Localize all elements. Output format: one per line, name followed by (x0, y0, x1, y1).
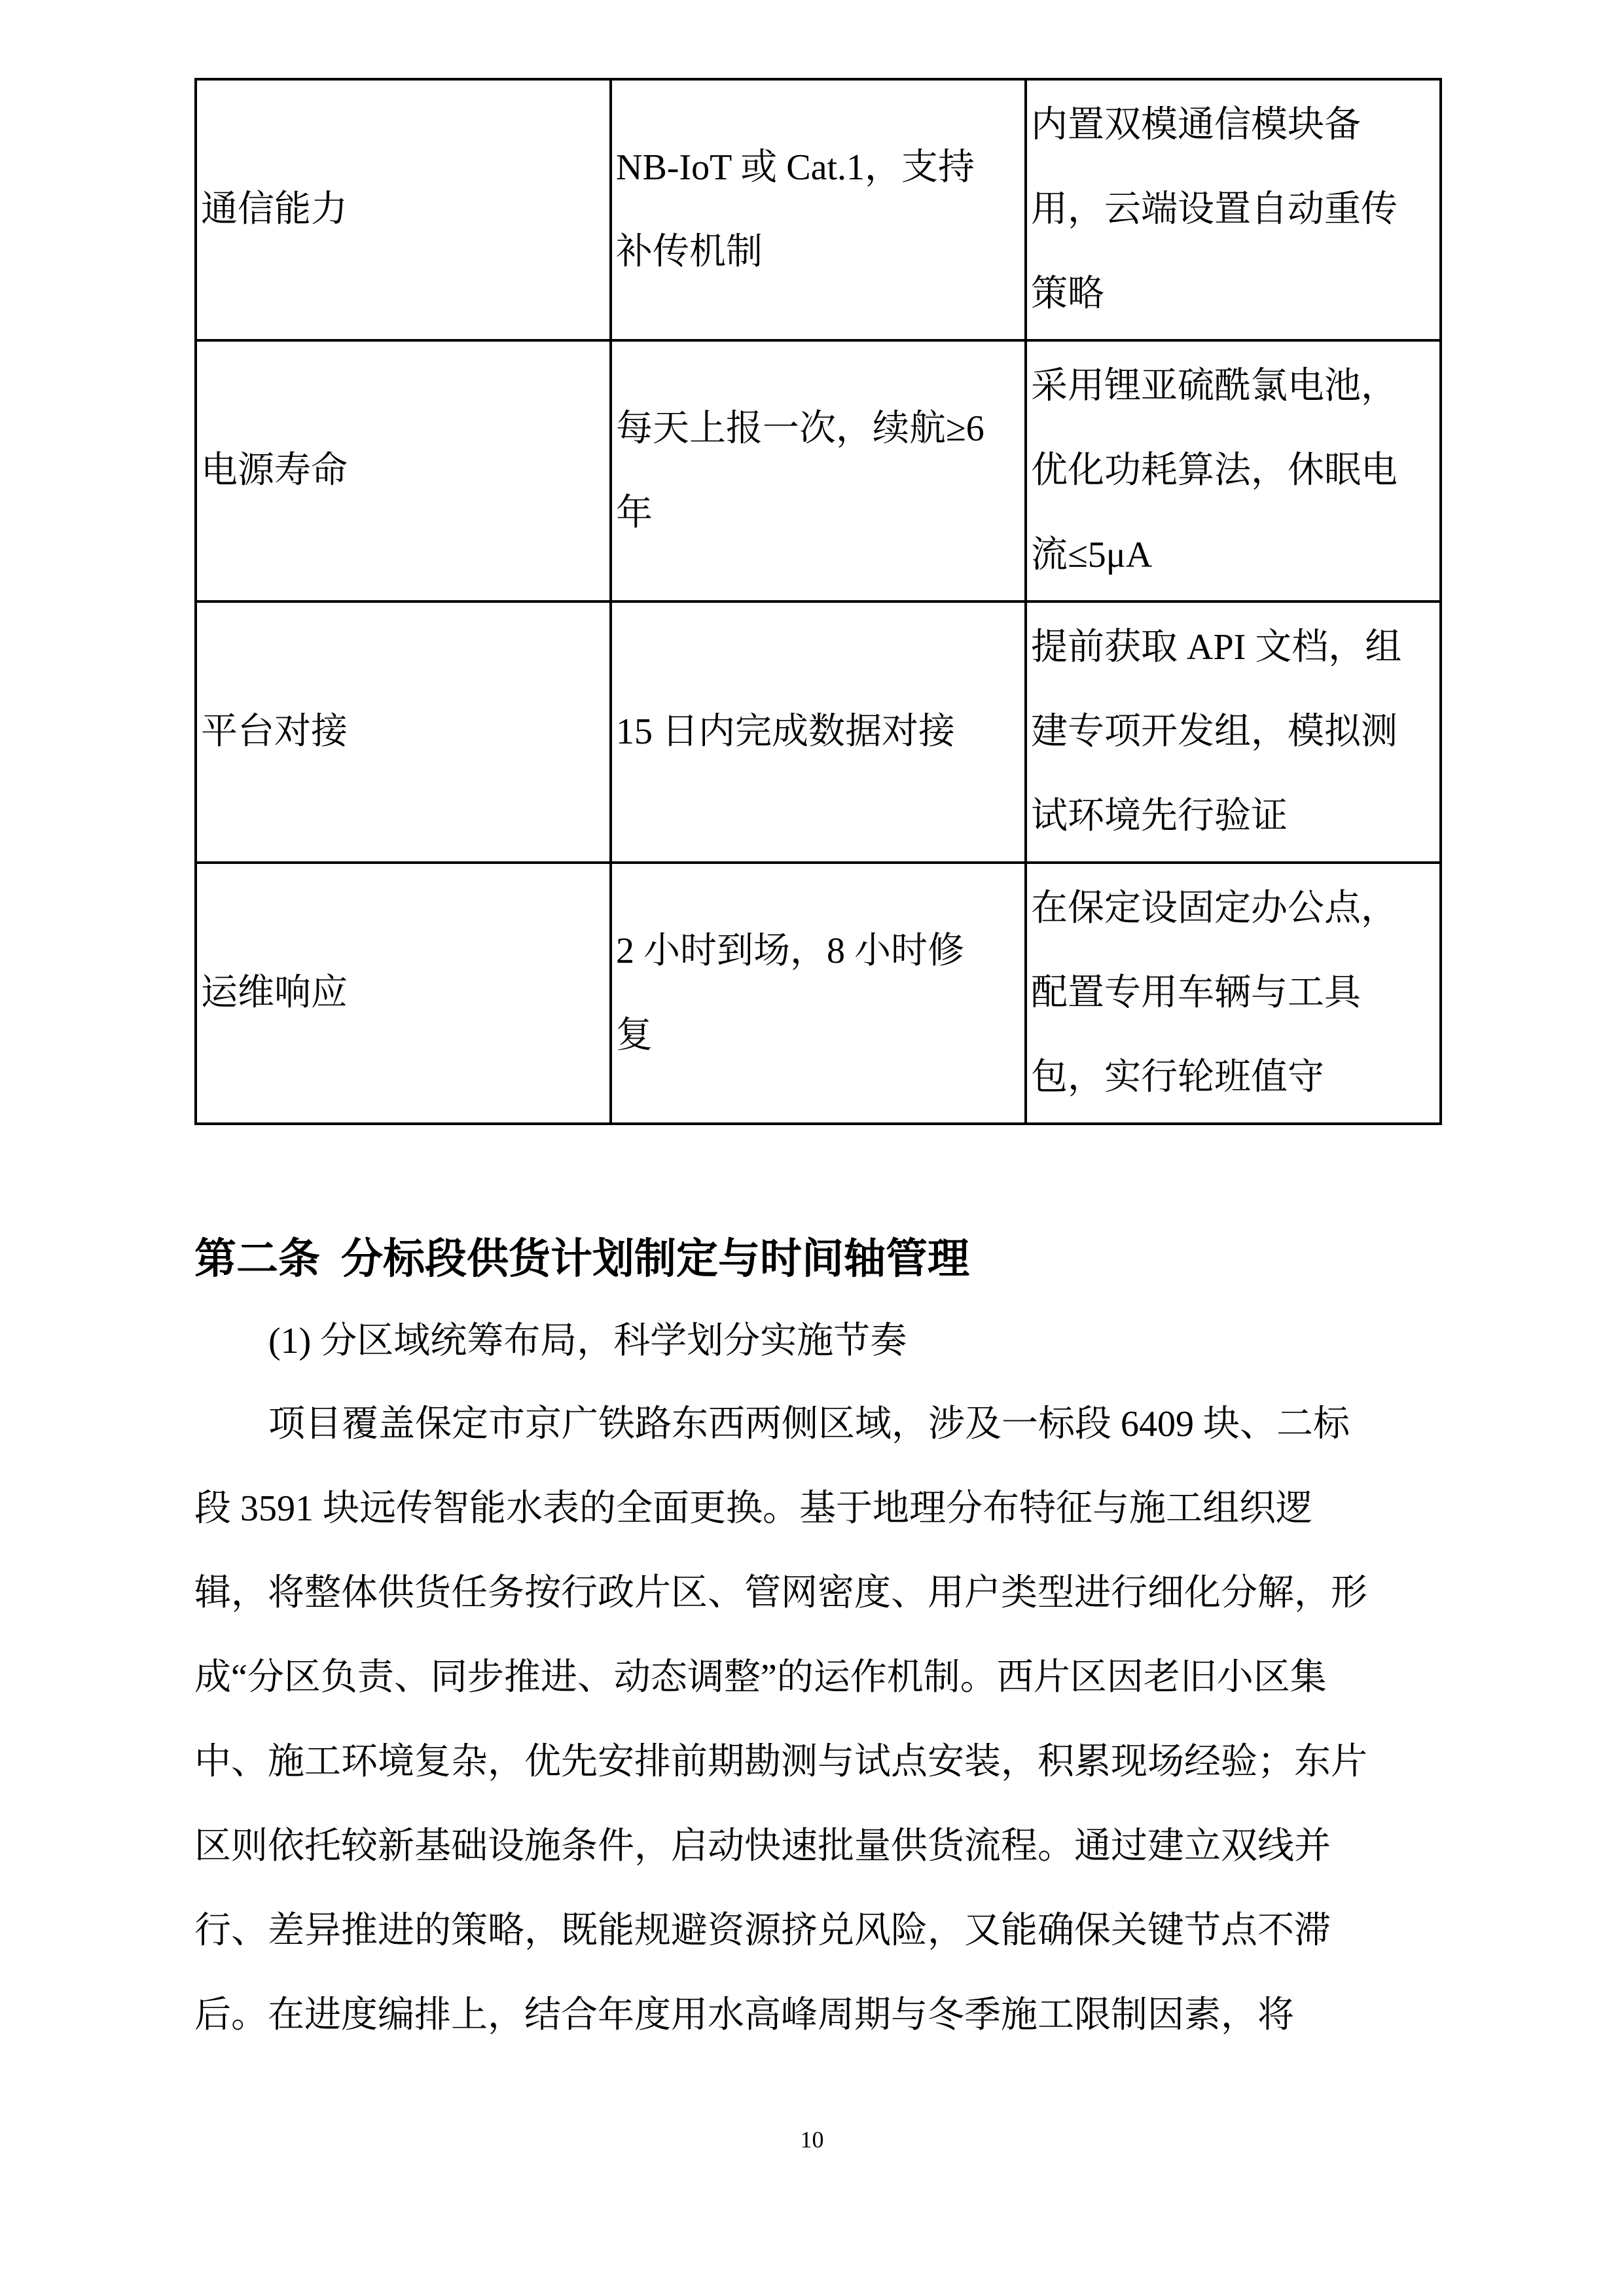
cell-line: 15 日内完成数据对接 (616, 711, 955, 752)
cell-line: 策略 (1031, 274, 1104, 314)
table-row (196, 340, 1441, 601)
cell-line: 在保定设固定办公点， (1031, 888, 1398, 929)
paragraph-line: 后。在进度编排上，结合年度用水高峰周期与冬季施工限制因素，将 (194, 1995, 1294, 2036)
cell-measure (1026, 601, 1441, 863)
cell-line: 试环境先行验证 (1031, 796, 1288, 836)
paragraph-line: 项目覆盖保定市京广铁路东西两侧区域，涉及一标段 6409 块、二标 (268, 1404, 1350, 1444)
cell-line: 流≤5μA (1031, 535, 1153, 575)
section-heading: 第二条 分标段供货计划制定与时间轴管理 (194, 1236, 969, 1282)
paragraph-line: 中、施工环境复杂，优先安排前期勘测与试点安装，积累现场经验；东片 (194, 1742, 1367, 1782)
cell-line: NB-IoT 或 Cat.1，支持 (616, 147, 975, 188)
cell-measure (1026, 863, 1441, 1124)
cell-item (196, 863, 611, 1124)
body-paragraph (194, 1382, 1451, 2058)
cell-item (196, 79, 611, 340)
cell-line: 电源寿命 (201, 450, 348, 491)
cell-requirement (611, 863, 1026, 1124)
cell-requirement (611, 601, 1026, 863)
paragraph-line: 段 3591 块远传智能水表的全面更换。基于地理分布特征与施工组织逻 (194, 1488, 1312, 1529)
cell-line: 运维响应 (201, 973, 348, 1013)
cell-measure (1026, 79, 1441, 340)
cell-measure (1026, 340, 1441, 601)
cell-line: 每天上报一次，续航≥6 (616, 408, 984, 449)
cell-line: 内置双模通信模块备 (1031, 105, 1361, 145)
page-number: 10 (800, 2126, 824, 2153)
paragraph-line: 辑，将整体供货任务按行政片区、管网密度、用户类型进行细化分解，形 (194, 1573, 1367, 1613)
paragraph-line: 成“分区负责、同步推进、动态调整”的运作机制。西片区因老旧小区集 (194, 1657, 1327, 1698)
paragraph-line: 行、差异推进的策略，既能规避资源挤兑风险，又能确保关键节点不滞 (194, 1910, 1331, 1951)
cell-line: 建专项开发组，模拟测 (1031, 711, 1398, 752)
cell-line: 优化功耗算法，休眠电 (1031, 450, 1398, 491)
cell-line: 配置专用车辆与工具 (1031, 973, 1361, 1013)
cell-line: 年 (616, 492, 653, 533)
cell-line: 采用锂亚硫酰氯电池， (1031, 366, 1398, 406)
cell-line: 包，实行轮班值守 (1031, 1057, 1324, 1098)
table-row (196, 79, 1441, 340)
cell-line: 平台对接 (201, 711, 348, 752)
cell-line: 用，云端设置自动重传 (1031, 189, 1398, 230)
paragraph-line: 区则依托较新基础设施条件，启动快速批量供货流程。通过建立双线并 (194, 1826, 1331, 1867)
cell-line: 2 小时到场，8 小时修 (616, 930, 964, 971)
table-row (196, 601, 1441, 863)
cell-line: 通信能力 (201, 189, 348, 230)
requirements-table (194, 78, 1442, 1125)
table-row (196, 863, 1441, 1124)
cell-line: 补传机制 (616, 231, 763, 272)
cell-item (196, 601, 611, 863)
cell-requirement (611, 340, 1026, 601)
cell-item (196, 340, 611, 601)
cell-line: 提前获取 API 文档，组 (1031, 627, 1402, 668)
cell-requirement (611, 79, 1026, 340)
subsection-heading: (1) 分区域统筹布局，科学划分实施节奏 (268, 1321, 907, 1361)
cell-line: 复 (616, 1014, 653, 1056)
